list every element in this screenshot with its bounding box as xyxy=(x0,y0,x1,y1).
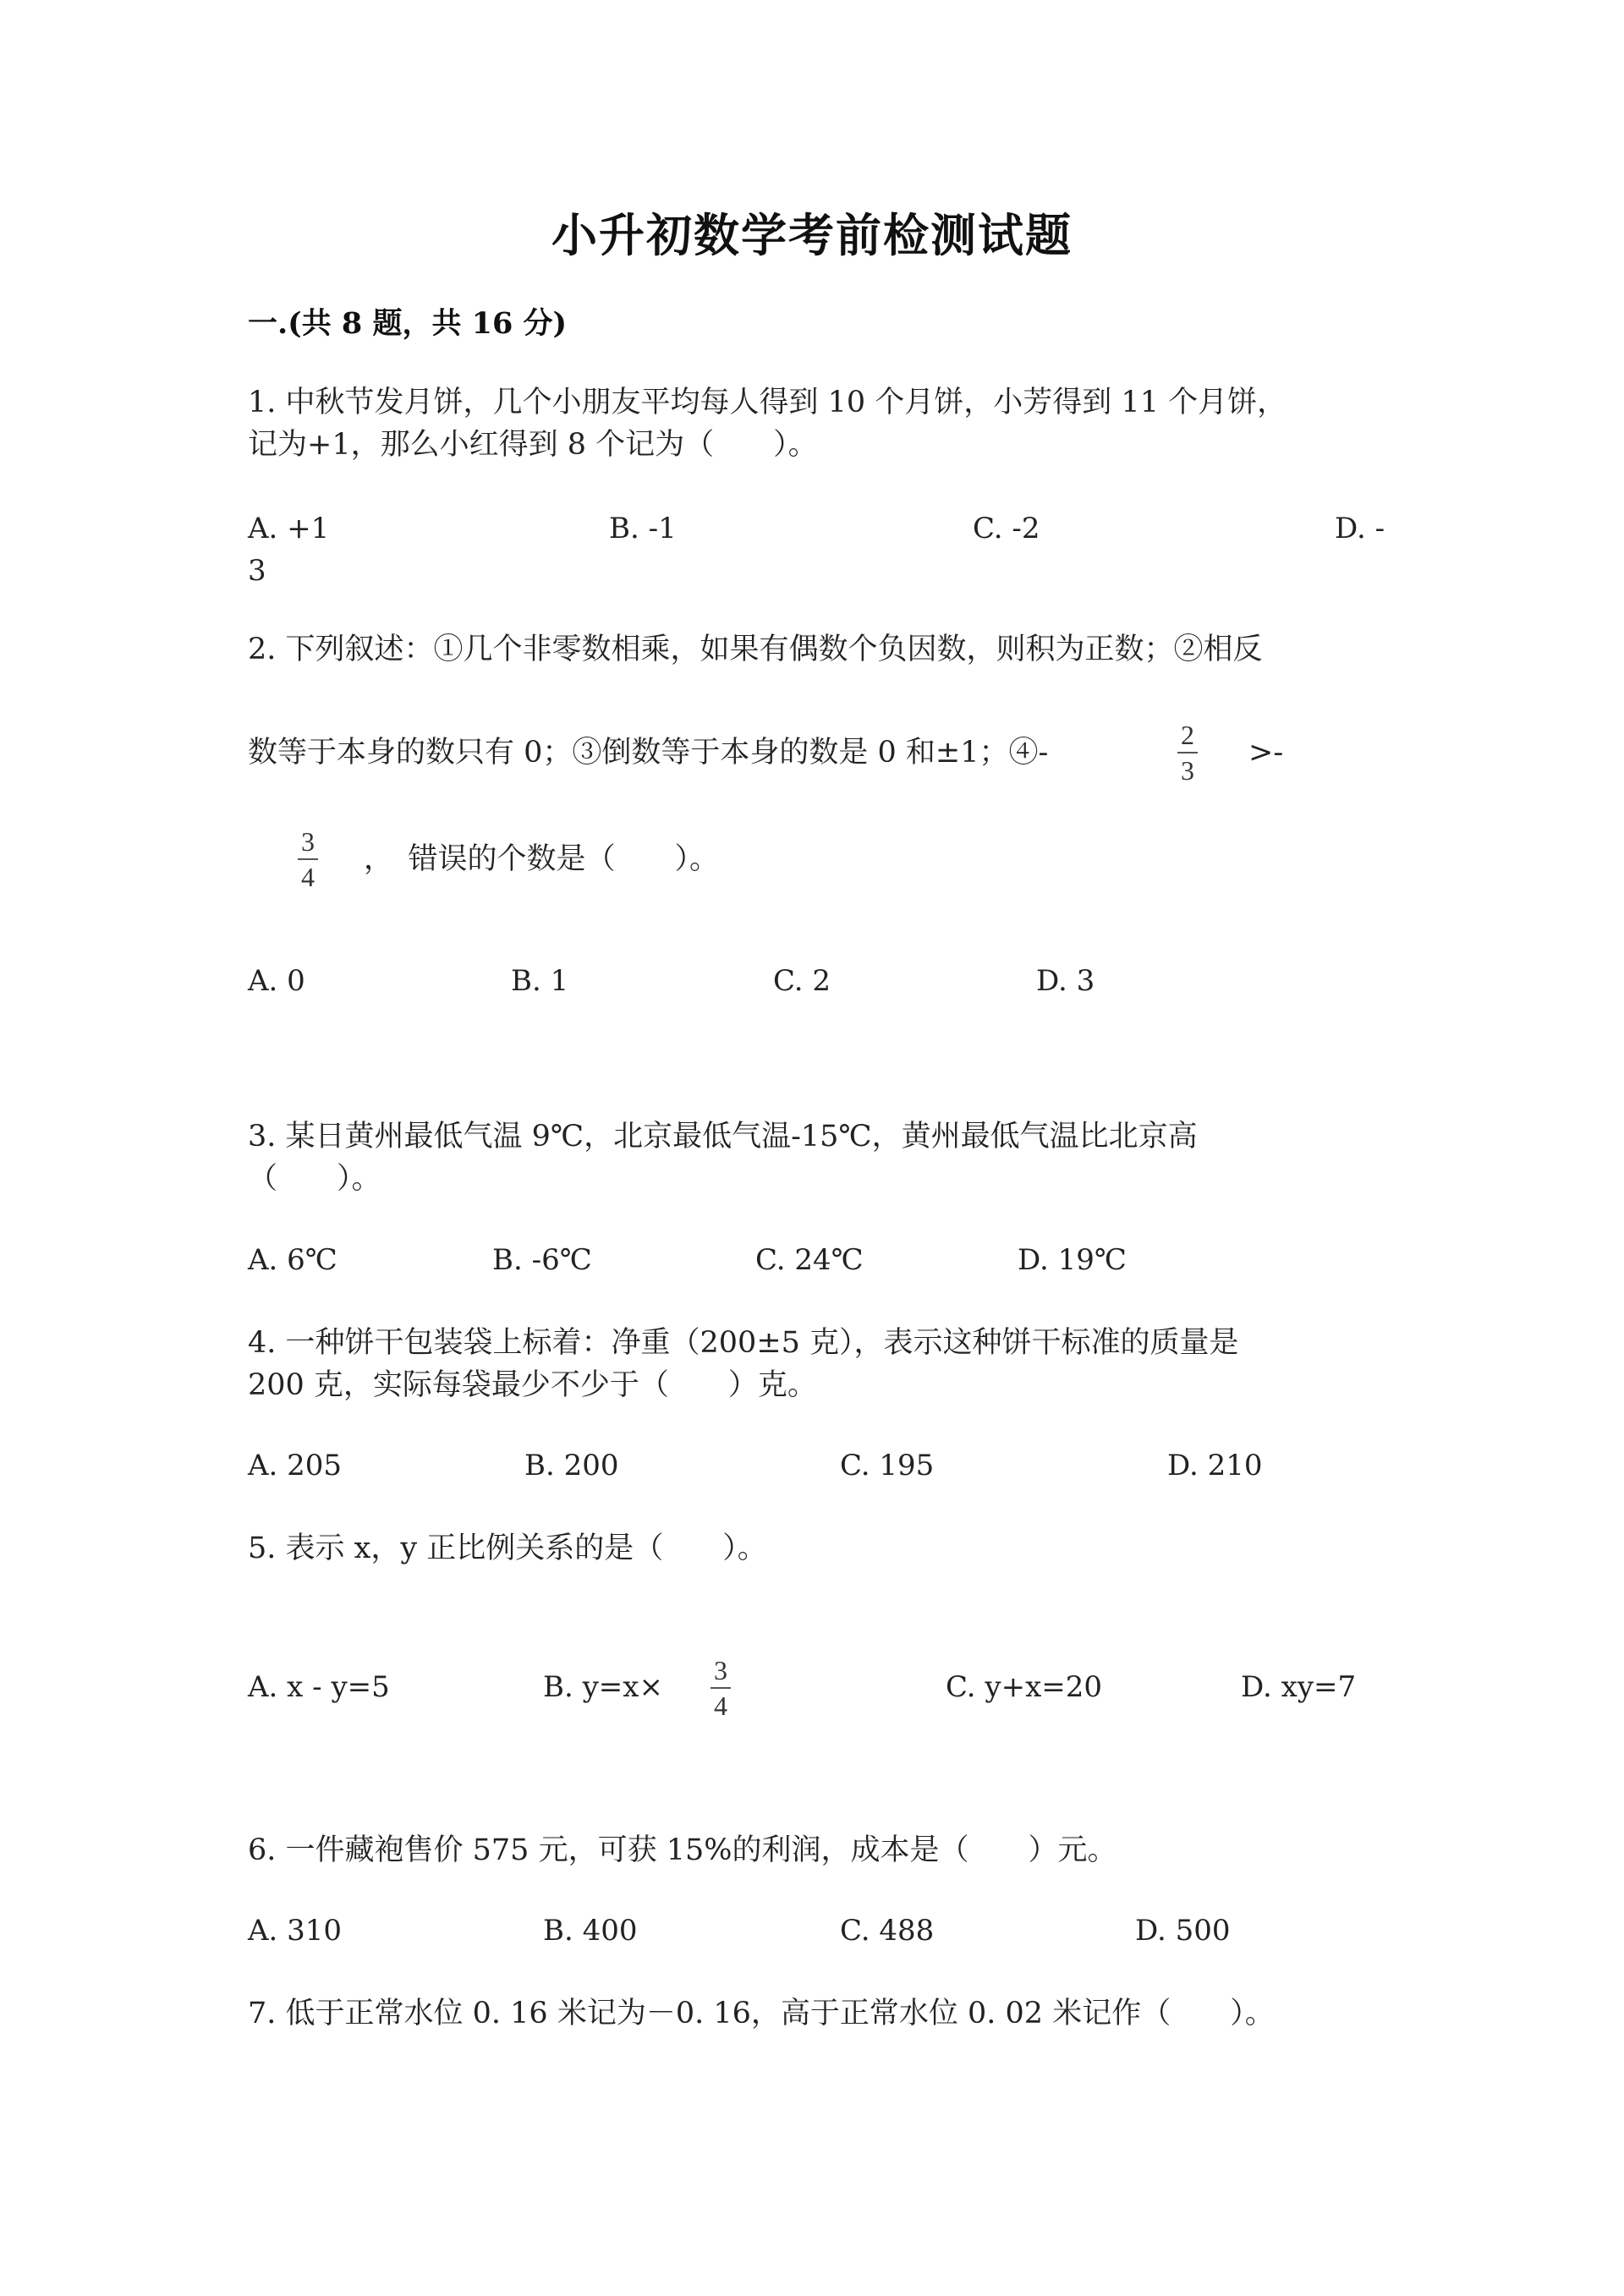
fraction-denominator: 4 xyxy=(714,1690,727,1721)
q6-option-b[interactable]: B. 400 xyxy=(543,1914,638,1948)
q3-option-c[interactable]: C. 24℃ xyxy=(755,1243,864,1277)
q3-option-b[interactable]: B. -6℃ xyxy=(492,1243,592,1277)
q5-option-b-fraction xyxy=(710,1656,731,1720)
q5-option-a[interactable]: A. x - y=5 xyxy=(248,1670,390,1704)
q5-option-d[interactable]: D. xy=7 xyxy=(1241,1670,1357,1704)
fraction-bar xyxy=(1177,752,1198,753)
fraction-bar xyxy=(298,858,318,860)
q1-line-2: 记为+1，那么小红得到 8 个记为（ ）。 xyxy=(248,428,818,462)
fraction-numerator: 2 xyxy=(1181,720,1194,750)
q2-option-d[interactable]: D. 3 xyxy=(1036,964,1095,998)
q5-option-c[interactable]: C. y+x=20 xyxy=(946,1670,1103,1704)
q6-option-a[interactable]: A. 310 xyxy=(248,1914,343,1948)
q1-line-1: 1. 中秋节发月饼，几个小朋友平均每人得到 10 个月饼，小芳得到 11 个月饼， xyxy=(248,386,1287,419)
q1-option-d[interactable]: D. - xyxy=(1335,512,1385,545)
q2-line-2: 数等于本身的数只有 0；③倒数等于本身的数是 0 和±1；④- xyxy=(248,736,1049,770)
q2-line-1: 2. 下列叙述：①几个非零数相乘，如果有偶数个负因数，则积为正数；②相反 xyxy=(248,633,1263,666)
q2-fraction-two-thirds xyxy=(1177,721,1198,785)
q2-option-c[interactable]: C. 2 xyxy=(773,964,831,998)
q6-option-c[interactable]: C. 488 xyxy=(840,1914,935,1948)
q5-line-1: 5. 表示 x，y 正比例关系的是（ ）。 xyxy=(248,1532,767,1565)
q5-option-b[interactable]: B. y=x× xyxy=(543,1670,663,1704)
q3-option-a[interactable]: A. 6℃ xyxy=(248,1243,337,1277)
q3-option-d[interactable]: D. 19℃ xyxy=(1018,1243,1127,1277)
q4-option-a[interactable]: A. 205 xyxy=(248,1449,343,1482)
q2-option-a[interactable]: A. 0 xyxy=(248,964,305,998)
q6-option-d[interactable]: D. 500 xyxy=(1135,1914,1231,1948)
q4-line-2: 200 克，实际每袋最少不少于（ ）克。 xyxy=(248,1368,817,1402)
q4-line-1: 4. 一种饼干包装袋上标着：净重（200±5 克），表示这种饼干标准的质量是 xyxy=(248,1326,1239,1360)
q4-option-b[interactable]: B. 200 xyxy=(524,1449,619,1482)
fraction-numerator: 3 xyxy=(714,1655,727,1685)
fraction-denominator: 4 xyxy=(301,862,315,892)
q6-line-1: 6. 一件藏袍售价 575 元，可获 15%的利润，成本是（ ）元。 xyxy=(248,1833,1117,1867)
q1-option-d-wrap: 3 xyxy=(248,554,266,588)
q2-fraction-three-fourths xyxy=(298,827,318,891)
q2-line-3: ， 错误的个数是（ ）。 xyxy=(364,842,720,876)
q2-comparison-sign: >- xyxy=(1248,736,1284,770)
q3-line-2: （ ）。 xyxy=(248,1162,381,1196)
fraction-denominator: 3 xyxy=(1181,755,1194,786)
q2-option-b[interactable]: B. 1 xyxy=(511,964,569,998)
page-title: 小升初数学考前检测试题 xyxy=(551,208,1073,262)
q3-line-1: 3. 某日黄州最低气温 9℃，北京最低气温-15℃，黄州最低气温比北京高 xyxy=(248,1120,1198,1153)
q1-option-c[interactable]: C. -2 xyxy=(973,512,1040,545)
section-header: 一.(共 8 题，共 16 分) xyxy=(248,306,568,341)
q4-option-c[interactable]: C. 195 xyxy=(840,1449,935,1482)
fraction-bar xyxy=(710,1687,731,1689)
q1-option-a[interactable]: A. +1 xyxy=(248,512,330,545)
q7-line-1: 7. 低于正常水位 0. 16 米记为－0. 16，高于正常水位 0. 02 米记作（ ）。 xyxy=(248,1997,1275,2030)
q4-option-d[interactable]: D. 210 xyxy=(1167,1449,1263,1482)
fraction-numerator: 3 xyxy=(301,826,315,857)
q1-option-b[interactable]: B. -1 xyxy=(609,512,677,545)
